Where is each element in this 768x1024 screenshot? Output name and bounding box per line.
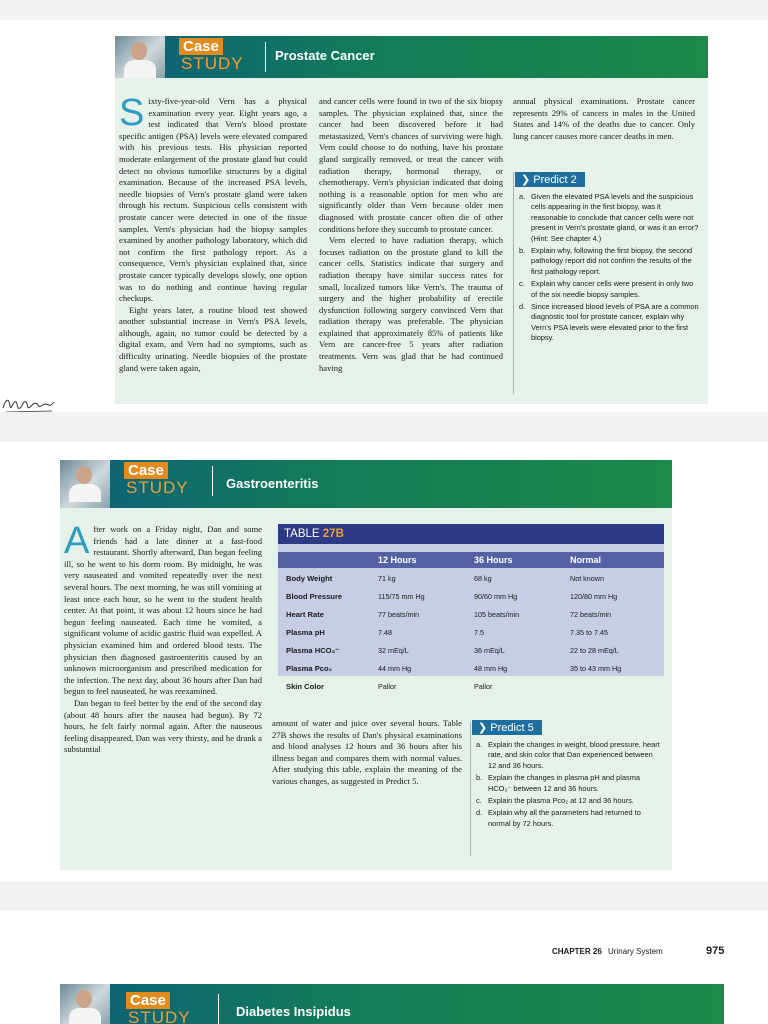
list-item: b. Explain the changes in plasma pH and plasma HCO₃⁻ between 12 and 36 hours. [476,773,641,793]
paragraph: Vern elected to have radiation therapy, which focuses radiation on the prostate gland to kill the cancer cells. Statistics indicate that surgery and radiation therapy have similar success rates for small, localized tumors like Vern's. The trauma of surgery and the higher probability of erectile dysfunction following surgery convinced Vern that radiation therapy was preferable. The physician explained that approximately 85% of patients like Vern are cancer-free 5 years after radiation treatments. Vern was glad that he had continued having [319,235,503,373]
table-row: Plasma pH 7.48 7.5 7.35 to 7.45 [286,628,608,637]
list-item: d. Explain why all the parameters had returned to normal by 72 hours. [476,808,641,828]
top-scan-margin [0,0,768,20]
doctor-photo [115,36,165,78]
doctor-photo [60,460,110,508]
table-27b [278,524,664,691]
table-row: Body Weight 71 kg 68 kg Not known [286,574,604,583]
case-study-badge [175,36,255,76]
predict-rule [470,722,471,856]
case-title: Diabetes Insipidus [236,1004,351,1019]
table-title: TABLE 27B [278,524,664,544]
table-row: Skin Color Pallor Pallor [286,682,493,691]
case-study-gastroenteritis [60,460,672,870]
predict-label: ❯ Predict 2 [515,172,585,187]
table-header [278,552,664,568]
page-footer [552,947,663,956]
study-label: STUDY [128,1008,191,1024]
predict-list [515,192,699,344]
case-study-diabetes [60,984,724,1024]
column-header: 12 Hours [378,555,417,565]
list-item: c. Explain why cancer cells were present in only two of the six needle biopsy samples. [519,279,694,299]
table-row: Plasma HCO₃⁻ 32 mEq/L 36 mEq/L 22 to 28 mEq/L [286,646,619,655]
table-row: Heart Rate 77 beats/min 105 beats/min 72 beats/min [286,610,612,619]
text-column-1 [64,520,262,756]
list-item: a. Given the elevated PSA levels and the suspicious cells appearing in the first biopsy, was it reasonable to conclude that cancer cells were not present in Vern's prostate gland, or was it an error? (Hint: See chapter 4.) [519,192,699,243]
mid-scan-margin [0,412,768,442]
paragraph: Dan began to feel better by the end of the second day (about 48 hours after the nausea had begun). By 72 hours, he felt fairly normal again. After the nauseous feeling disappeared, Dan was very thirsty, and he drank a substantial [64,697,262,755]
column-header: Normal [570,555,602,565]
predict-label: ❯ Predict 5 [472,720,542,735]
column-header: 36 Hours [474,555,513,565]
list-item: d. Since increased blood levels of PSA are a common diagnostic tool for prostate cancer, explain why Vern's PSA levels were elevated prior to the first biopsy. [519,302,699,343]
doctor-photo [60,984,110,1024]
table-row: Plasma Pco₂ 44 mm Hg 48 mm Hg 35 to 43 mm Hg [286,664,622,673]
predict-list [472,740,662,829]
header-divider [265,42,266,72]
text-column-2 [272,718,462,788]
case-label: Case [179,38,223,55]
chapter-title: Urinary System [608,947,663,956]
study-label: STUDY [181,54,244,73]
list-item: b. Explain why, following the first biopsy, the second pathology report did not confirm the results of the first pathology report. [519,246,693,276]
paragraph: ixty-five-year-old Vern has a physical examination every year. Eight years ago, a test indicated that Vern's blood prostate specific antigen (PSA) levels were elevated compared with his previous tests. His physician reported moderate enlargement of the prostate gland but could detect no obvious tumorlike structures by a digital examination. Because of the increased PSA levels, needle biopsies of Vern's prostate gland were taken through his rectum. Suspicious cells consistent with prostate cancer were detected in one of the tissue samples. Vern's physician had the biopsy samples examined by another pathology laboratory, which did not confirm the first pathology report. As a consequence, Vern's physician explained that, since prostate cancer typically develops slowly, one option was to do nothing and continue having regular checkups. [119,96,307,304]
case-label: Case [124,462,168,479]
case-title: Gastroenteritis [226,476,319,491]
case-title: Prostate Cancer [275,48,375,63]
case-study-badge [120,460,200,500]
paragraph: fter work on a Friday night, Dan and some friends had a late dinner at a fast-food restaurant. Shortly afterward, Dan began feeling ill, so he went to his dorm room. By midnight, he was very nauseated and vomited repeatedly over the next several hours. The next morning, he was still vomiting at least once each hour, so he went to the student health center. At that point, it was about 12 hours since he had begun feeling nauseated. Each time he vomited, a significant volume of acidic gastric fluid was expelled. A physician examined him and ordered blood tests. The physician then diagnosed gastroenteritis caused by an unknown microorganism and prescribed medication for the infection. The next day, about 36 hours after Dan had begun to feel nauseated, he was reexamined. [64,524,262,697]
table-row: Blood Pressure 115/75 mm Hg 90/60 mm Hg 120/80 mm Hg [286,592,618,601]
paragraph: amount of water and juice over several hours. Table 27B shows the results of Dan's physical examinations and blood analyses 12 hours and 36 hours after his illness began and compares them with normal values. After studying this table, explain the meaning of the various changes, as suggested in Predict 5. [272,718,462,786]
paragraph: Eight years later, a routine blood test showed another substantial increase in Vern's PSA levels, although, again, no tumor could be detected by a digital exam, and Vern had no symptoms, such as difficulty urinating. Needle biopsies of the prostate gland were taken again, [119,304,307,373]
page-number: 975 [706,945,725,957]
drop-cap: A [64,520,90,562]
predict-box [472,718,662,831]
case-study-prostate [115,36,708,404]
drop-cap: S [119,92,145,134]
list-item: a. Explain the changes in weight, blood pressure, heart rate, and skin color that Dan experienced between 12 and 36 hours. [476,740,660,770]
list-item: c. Explain the plasma Pco₂ at 12 and 36 hours. [476,796,634,806]
text-column-1 [119,92,307,374]
paragraph: and cancer cells were found in two of the six biopsy samples. The physician explained that, since the cancer had been discovered before it had metastasized, Vern's chances of surviving were high. Vern could choose to do nothing, have his prostate gland surgically removed, or treat the cancer with radiation therapy, hormonal therapy, or chemotherapy. Vern's physician indicated that doing nothing is a reasonable option for men who are significantly older than Vern because older men diagnosed with prostate cancer often die of other conditions before they succumb to prostate cancer. [319,96,503,234]
case-label: Case [126,992,170,1009]
header-divider [218,994,219,1024]
header-divider [212,466,213,496]
study-label: STUDY [126,478,189,497]
case-study-badge [122,984,202,1024]
text-column-3 [513,96,695,142]
predict-box [515,170,699,346]
predict-rule [513,172,514,394]
chapter-number: CHAPTER 26 [552,947,602,956]
paragraph: annual physical examinations. Prostate cancer represents 29% of cancers in males in the United States and 14% of the deaths due to cancer. Only lung cancer causes more cancer deaths in men. [513,96,695,141]
text-column-2 [319,96,503,374]
bottom-scan-margin [0,882,768,910]
